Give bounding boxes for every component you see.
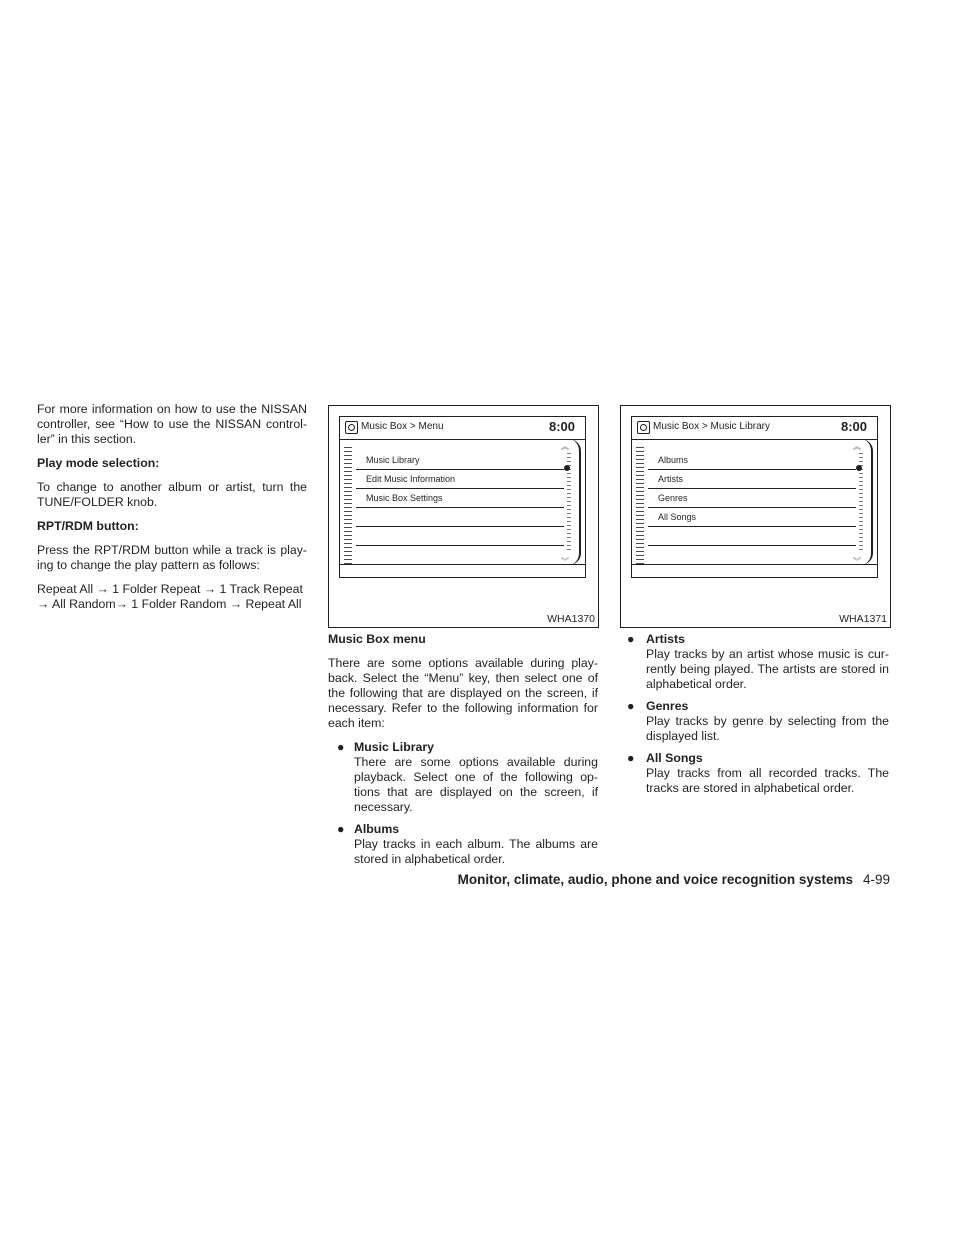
play-mode-heading: Play mode selection: bbox=[37, 456, 160, 470]
figure-music-library bbox=[620, 405, 891, 628]
intro-paragraph: For more information on how to use the NISSAN controller, see “How to use the NISSAN control-ler” in this section. bbox=[37, 402, 307, 446]
rpt-rdm-heading: RPT/RDM button: bbox=[37, 519, 139, 533]
bullet-item bbox=[620, 632, 889, 692]
bullet-icon: ● bbox=[627, 632, 635, 646]
play-pattern-sequence: Repeat All → 1 Folder Repeat → 1 Track Repeat → All Random→ 1 Folder Random → Repeat All bbox=[37, 582, 303, 611]
bullet-icon: ● bbox=[337, 740, 345, 754]
scroll-arc-icon bbox=[569, 439, 581, 565]
library-list bbox=[632, 451, 877, 546]
scroll-down-icon[interactable]: ︾ bbox=[561, 557, 569, 566]
figure-code: WHA1371 bbox=[839, 613, 887, 625]
bullet-title: Genres bbox=[646, 699, 689, 713]
bullet-icon: ● bbox=[627, 751, 635, 765]
menu-item[interactable]: Edit Music Information bbox=[356, 470, 564, 489]
figure-code: WHA1370 bbox=[547, 613, 595, 625]
screen-header bbox=[632, 417, 877, 440]
list-item[interactable]: Genres bbox=[648, 489, 856, 508]
scroll-down-icon[interactable]: ︾ bbox=[853, 557, 861, 566]
screen-title: Music Box > Menu bbox=[361, 421, 444, 432]
menu-item[interactable] bbox=[356, 527, 564, 546]
screen-header bbox=[340, 417, 585, 440]
section-title: Monitor, climate, audio, phone and voice recognition systems bbox=[457, 872, 853, 887]
screen-display bbox=[339, 416, 586, 578]
screen-display bbox=[631, 416, 878, 578]
menu-list bbox=[340, 451, 585, 546]
figure-music-box-menu bbox=[328, 405, 599, 628]
screen-bottom-divider bbox=[632, 564, 877, 565]
music-box-icon bbox=[345, 421, 358, 434]
menu-item[interactable] bbox=[356, 508, 564, 527]
bullet-item bbox=[620, 751, 889, 796]
menu-item[interactable]: Music Box Settings bbox=[356, 489, 564, 508]
list-item[interactable] bbox=[648, 527, 856, 546]
list-item[interactable]: Albums bbox=[648, 451, 856, 470]
bullet-title: Artists bbox=[646, 632, 685, 646]
screen-bottom-divider bbox=[340, 564, 585, 565]
bullet-description: Play tracks by an artist whose music is cur-rently being played. The artists are stored in alphabetical order. bbox=[646, 647, 889, 691]
music-box-icon bbox=[637, 421, 650, 434]
screen-clock: 8:00 bbox=[840, 419, 867, 434]
page-footer bbox=[458, 872, 890, 887]
bullet-description: Play tracks in each album. The albums are stored in alphabetical order. bbox=[354, 837, 598, 866]
bullet-icon: ● bbox=[627, 699, 635, 713]
list-item[interactable]: Artists bbox=[648, 470, 856, 489]
screen-title: Music Box > Music Library bbox=[653, 421, 770, 432]
bullet-item bbox=[328, 740, 598, 815]
bullet-icon: ● bbox=[337, 822, 345, 836]
bullet-item bbox=[328, 822, 598, 867]
middle-column bbox=[328, 632, 598, 874]
list-item[interactable]: All Songs bbox=[648, 508, 856, 527]
scroll-up-icon[interactable]: ︽ bbox=[561, 442, 569, 451]
bullet-title: Albums bbox=[354, 822, 400, 836]
bullet-title: Music Library bbox=[354, 740, 434, 754]
bullet-title: All Songs bbox=[646, 751, 703, 765]
left-column bbox=[37, 402, 307, 621]
bullet-description: There are some options available during playback. Select one of the following op-tions that are displayed on the screen, if necessary. bbox=[354, 755, 598, 814]
music-box-menu-heading: Music Box menu bbox=[328, 632, 426, 646]
rpt-rdm-paragraph: Press the RPT/RDM button while a track is play-ing to change the play pattern as follows: bbox=[37, 543, 307, 572]
bullet-description: Play tracks from all recorded tracks. The tracks are stored in alphabetical order. bbox=[646, 766, 889, 795]
music-box-menu-paragraph: There are some options available during play-back. Select the “Menu” key, then select one of the following that are displayed on the screen, if necessary. Refer to the following information for each item: bbox=[328, 656, 598, 730]
screen-clock: 8:00 bbox=[548, 419, 575, 434]
menu-item[interactable]: Music Library bbox=[356, 451, 564, 470]
bullet-description: Play tracks by genre by selecting from the displayed list. bbox=[646, 714, 889, 743]
bullet-item bbox=[620, 699, 889, 744]
page-number: 4-99 bbox=[862, 872, 890, 887]
scroll-arc-icon bbox=[861, 439, 873, 565]
right-column bbox=[620, 632, 889, 803]
scroll-up-icon[interactable]: ︽ bbox=[853, 442, 861, 451]
play-mode-paragraph: To change to another album or artist, turn the TUNE/FOLDER knob. bbox=[37, 480, 307, 509]
